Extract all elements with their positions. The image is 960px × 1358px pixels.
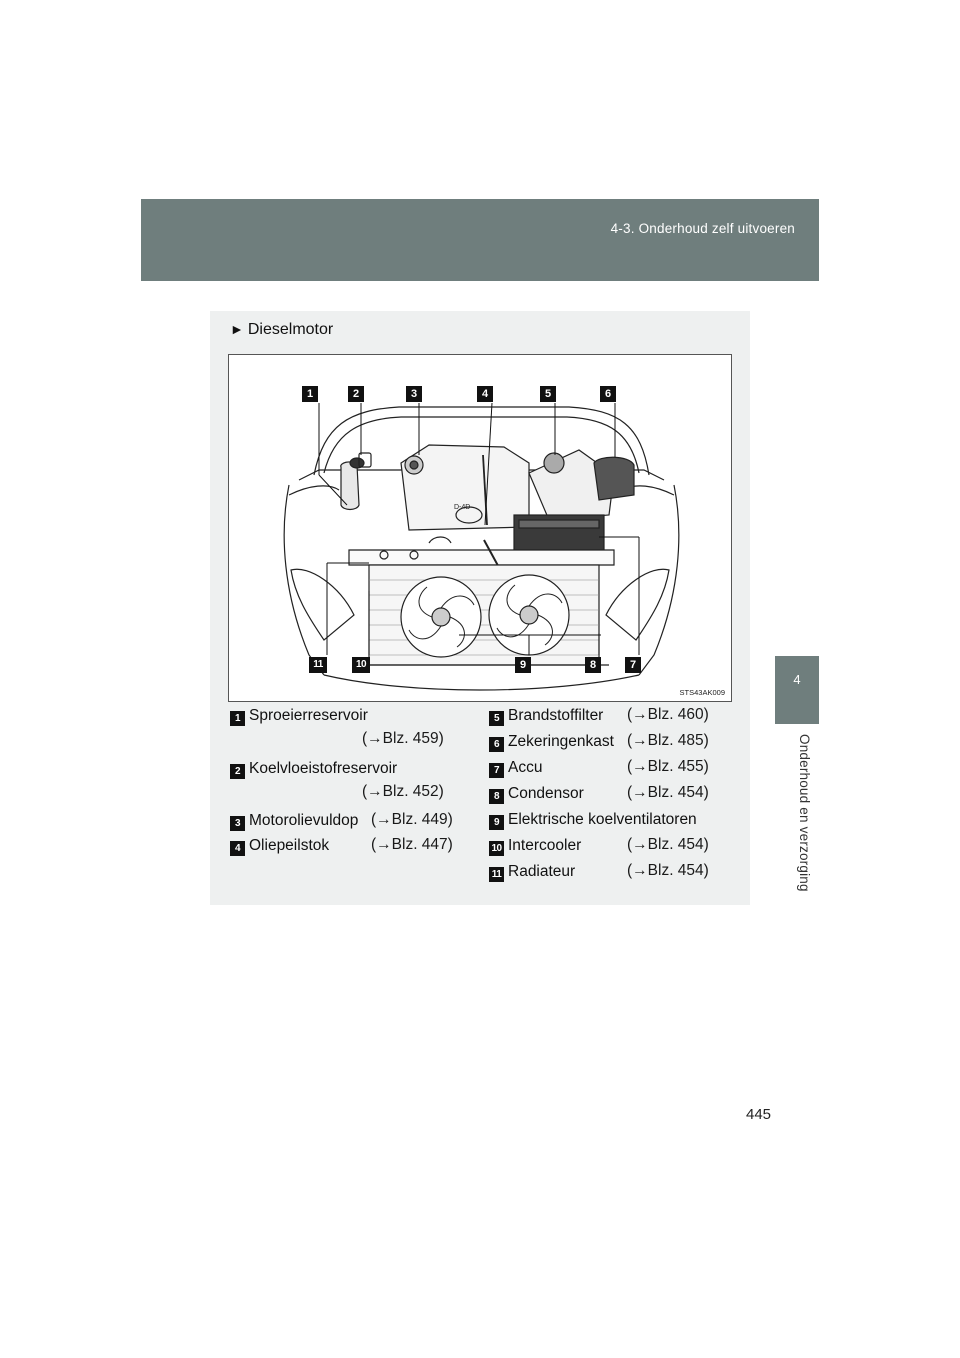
- callout-badge: 10: [352, 657, 370, 673]
- chapter-number: 4: [793, 672, 801, 687]
- callout-badge: 3: [406, 386, 422, 402]
- callout-badge: 2: [348, 386, 364, 402]
- chapter-title: Onderhoud en verzorging: [797, 734, 812, 892]
- legend-item: 6 Zekeringenkast: [489, 732, 614, 752]
- legend-ref: (→Blz. 452): [362, 783, 444, 800]
- legend-item: 3 Motorolievuldop: [230, 811, 358, 831]
- page-number: 445: [746, 1106, 772, 1123]
- callout-badge: 11: [309, 657, 327, 673]
- callout-badge: 5: [540, 386, 556, 402]
- legend-ref: (→Blz. 460): [627, 706, 709, 723]
- legend-item: 9 Elektrische koelventilatoren: [489, 810, 697, 830]
- callout-badge: 4: [477, 386, 493, 402]
- callout-badge: 6: [600, 386, 616, 402]
- legend-ref: (→Blz. 454): [627, 784, 709, 801]
- callout-badge: 7: [625, 657, 641, 673]
- legend-ref: (→Blz. 454): [627, 836, 709, 853]
- legend-item: 4 Oliepeilstok: [230, 836, 329, 856]
- callout-badge: 1: [302, 386, 318, 402]
- chapter-tab: [775, 656, 819, 724]
- engine-bay-drawing: [229, 355, 731, 701]
- callout-badge: 9: [515, 657, 531, 673]
- legend-item: 7 Accu: [489, 758, 542, 778]
- legend-item: 11 Radiateur: [489, 862, 575, 882]
- legend-item: 2 Koelvloeistofreservoir: [230, 759, 397, 779]
- legend-ref: (→Blz. 449): [371, 811, 453, 828]
- legend-ref: (→Blz. 447): [371, 836, 453, 853]
- legend-item: 10 Intercooler: [489, 836, 581, 856]
- legend-ref: (→Blz. 455): [627, 758, 709, 775]
- figure-code: STS43AK009: [679, 688, 725, 697]
- header-bar: [141, 199, 819, 281]
- callout-badge: 8: [585, 657, 601, 673]
- legend-item: 1 Sproeierreservoir: [230, 706, 368, 726]
- legend-ref: (→Blz. 454): [627, 862, 709, 879]
- legend-ref: (→Blz. 459): [362, 730, 444, 747]
- section-header: 4-3. Onderhoud zelf uitvoeren: [610, 221, 795, 236]
- section-title: [230, 321, 333, 339]
- section-title-text: Dieselmotor: [247, 321, 334, 338]
- svg-text:D-4D: D-4D: [454, 504, 471, 511]
- engine-illustration: [228, 354, 732, 702]
- content-box: [210, 311, 750, 905]
- legend-ref: (→Blz. 485): [627, 732, 709, 749]
- legend-item: 5 Brandstoffilter: [489, 706, 603, 726]
- legend-item: 8 Condensor: [489, 784, 584, 804]
- triangle-marker-icon: ►: [230, 321, 244, 337]
